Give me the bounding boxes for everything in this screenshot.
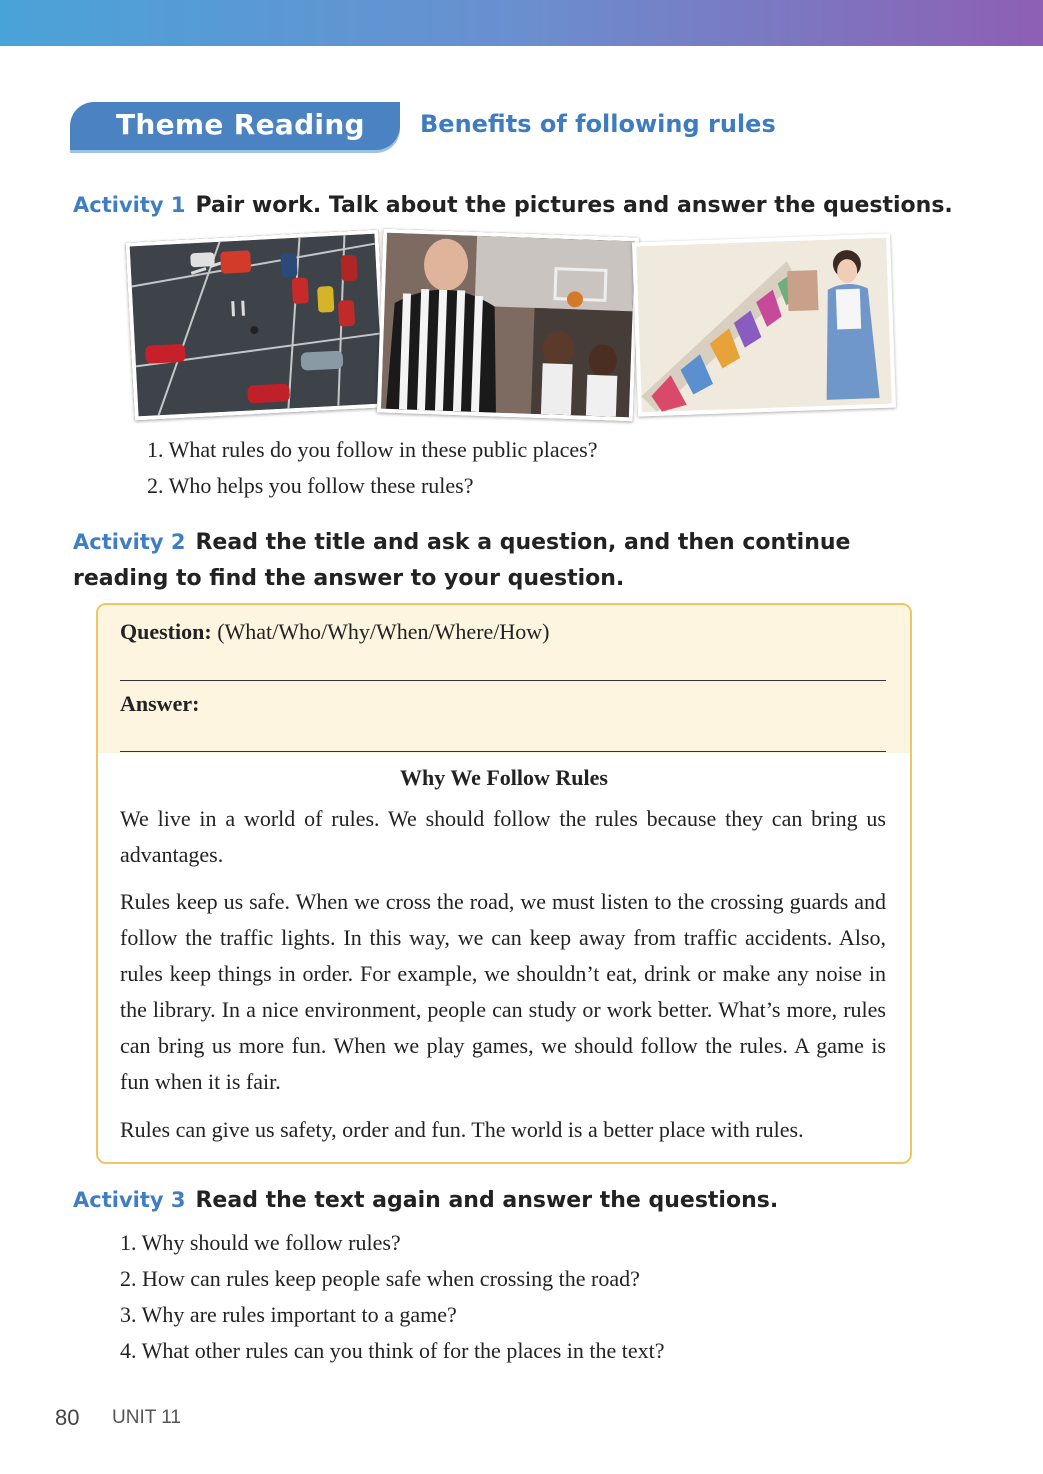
question-row [120, 619, 550, 645]
list-item: 3. Why are rules important to a game? [120, 1302, 457, 1327]
list-item: 1. What rules do you follow in these public places? [147, 437, 598, 462]
activity-1-instruction: Pair work. Talk about the pictures and answer the questions. [195, 193, 953, 218]
activity-2-label: Activity 2 [73, 530, 186, 554]
library-scene-icon [636, 238, 892, 413]
activity-3-questions [120, 1225, 665, 1369]
list-item: 2. How can rules keep people safe when crossing the road? [120, 1266, 640, 1291]
list-item: 1. Why should we follow rules? [120, 1230, 401, 1255]
question-write-line[interactable] [120, 680, 886, 681]
traffic-scene-icon [130, 234, 384, 417]
activity-3-instruction: Read the text again and answer the questions. [195, 1188, 779, 1213]
theme-reading-tab [70, 102, 400, 150]
unit-label: UNIT 11 [112, 1407, 181, 1428]
activity-2-heading [73, 524, 953, 597]
activity-2-instruction: Read the title and ask a question, and then continue reading to find the answer to your question. [73, 530, 851, 591]
question-hint: (What/Who/Why/When/Where/How) [217, 619, 550, 644]
activity-3-heading [73, 1182, 953, 1219]
question-label: Question: [120, 619, 212, 644]
activity-1-label: Activity 1 [73, 193, 186, 217]
reading-paragraph-2: Rules keep us safe. When we cross the road, we must listen to the crossing guards and follow the traffic lights. In this way, we can keep away from traffic accidents. Also, rules keep things in order. For example, we shouldn’t eat, drink or make any noise in the library. In a nice environment, people can study or work better. What’s more, rules can bring us more fun. When we play games, we should follow the rules. A game is fun when it is fair. [120, 889, 886, 1094]
list-item: 2. Who helps you follow these rules? [147, 473, 474, 498]
list-item: 4. What other rules can you think of for the places in the text? [120, 1338, 665, 1363]
activity-1-questions [147, 432, 597, 504]
answer-write-line[interactable] [120, 751, 886, 752]
theme-subtitle: Benefits of following rules [420, 110, 776, 138]
reading-paragraph-3: Rules can give us safety, order and fun. The world is a better place with rules. [120, 1117, 804, 1142]
top-gradient-band [0, 0, 1043, 46]
page-number: 80 [55, 1405, 80, 1430]
reading-box [96, 603, 912, 1164]
basketball-scene-icon [381, 233, 635, 418]
activity-1-heading [73, 187, 953, 224]
answer-row [120, 691, 199, 717]
traffic-intersection-photo [126, 230, 388, 421]
reading-title: Why We Follow Rules [399, 765, 608, 790]
activity-3-label: Activity 3 [73, 1188, 186, 1212]
answer-label: Answer: [120, 691, 200, 716]
reading-paragraph-1: We live in a world of rules. We should follow the rules because they can bring us advantages. [120, 806, 886, 867]
library-bookshelf-photo [632, 234, 896, 417]
theme-label: Theme Reading [116, 108, 365, 141]
basketball-referee-photo [377, 229, 639, 422]
